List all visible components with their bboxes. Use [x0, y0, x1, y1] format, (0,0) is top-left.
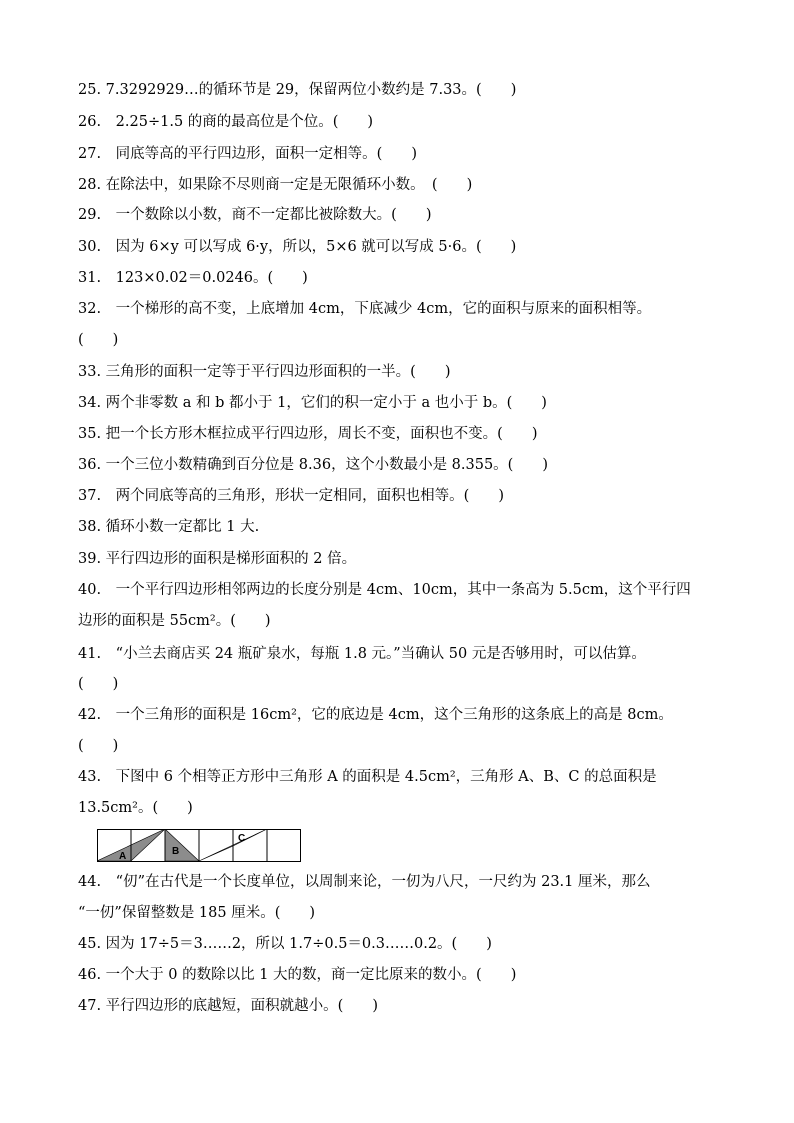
label-a: A	[119, 851, 127, 862]
six-squares-figure	[97, 829, 301, 862]
question-number: 38.	[78, 519, 102, 535]
question-number: 35.	[78, 426, 102, 442]
question-33	[78, 362, 728, 382]
question-number: 28.	[78, 177, 102, 193]
question-text: 一个数除以小数，商不一定都比被除数大。( )	[115, 207, 432, 223]
question-32	[78, 299, 728, 319]
question-number: 31.	[78, 270, 102, 286]
question-number: 41.	[78, 646, 102, 662]
question-34	[78, 393, 728, 413]
question-number: 44.	[78, 874, 102, 890]
question-text: 因为 17÷5＝3……2，所以 1.7÷0.5＝0.3……0.2。( )	[105, 936, 492, 952]
question-text-continued: 边形的面积是 55cm²。( )	[78, 613, 271, 629]
question-text: “小兰去商店买 24 瓶矿泉水，每瓶 1.8 元。”当确认 50 元是否够用时，可以估算。	[115, 646, 646, 662]
question-number: 46.	[78, 967, 102, 983]
question-number: 29.	[78, 207, 102, 223]
label-c: C	[238, 833, 246, 844]
question-39	[78, 549, 728, 569]
question-30	[78, 237, 728, 257]
question-text: 一个大于 0 的数除以比 1 大的数，商一定比原来的数小。( )	[105, 967, 517, 983]
question-43-continuation	[78, 798, 728, 818]
question-44	[78, 872, 728, 892]
question-text: “仞”在古代是一个长度单位，以周制来论，一仞为八尺，一尺约为 23.1 厘米，那么	[115, 874, 651, 890]
question-number: 26.	[78, 114, 102, 130]
question-37	[78, 486, 728, 506]
question-text: 两个同底等高的三角形，形状一定相同，面积也相等。( )	[115, 488, 504, 504]
question-number: 47.	[78, 998, 102, 1014]
question-number: 36.	[78, 457, 102, 473]
question-number: 43.	[78, 769, 102, 785]
question-43	[78, 767, 728, 787]
question-text: 两个非零数 a 和 b 都小于 1，它们的积一定小于 a 也小于 b。( )	[105, 395, 547, 411]
question-number: 42.	[78, 707, 102, 723]
question-29	[78, 205, 728, 225]
question-42-continuation	[78, 736, 728, 756]
question-text: 7.3292929…的循环节是 29，保留两位小数约是 7.33。( )	[105, 82, 517, 98]
question-text: 一个平行四边形相邻两边的长度分别是 4cm、10cm，其中一条高为 5.5cm，这个平行四	[115, 582, 691, 598]
answer-bracket: ( )	[78, 738, 119, 754]
question-text-continued: 13.5cm²。( )	[78, 800, 193, 816]
question-text: 一个三位小数精确到百分位是 8.36，这个小数最小是 8.355。( )	[105, 457, 548, 473]
question-text: 循环小数一定都比 1 大.	[105, 519, 260, 535]
answer-bracket: ( )	[78, 676, 119, 692]
question-46	[78, 965, 728, 985]
question-36	[78, 455, 728, 475]
question-35	[78, 424, 728, 444]
question-number: 39.	[78, 551, 102, 567]
question-41	[78, 644, 728, 664]
question-number: 32.	[78, 301, 102, 317]
question-text: 一个梯形的高不变，上底增加 4cm，下底减少 4cm，它的面积与原来的面积相等。	[115, 301, 652, 317]
question-40-continuation	[78, 611, 728, 631]
question-number: 30.	[78, 239, 102, 255]
question-text: 平行四边形的底越短，面积就越小。( )	[105, 998, 378, 1014]
answer-bracket: ( )	[78, 332, 119, 348]
label-b: B	[172, 846, 180, 857]
question-26	[78, 112, 728, 132]
question-number: 25.	[78, 82, 102, 98]
question-38	[78, 517, 728, 537]
question-31	[78, 268, 728, 288]
question-text: 一个三角形的面积是 16cm²，它的底边是 4cm，这个三角形的这条底上的高是 8cm。	[115, 707, 673, 723]
question-text: 在除法中，如果除不尽则商一定是无限循环小数。 ( )	[105, 177, 473, 193]
question-27	[78, 144, 728, 164]
question-text: 因为 6×y 可以写成 6·y，所以，5×6 就可以写成 5·6。( )	[115, 239, 517, 255]
question-25	[78, 80, 728, 100]
triangle-b	[165, 829, 199, 861]
question-number: 34.	[78, 395, 102, 411]
question-number: 45.	[78, 936, 102, 952]
question-28	[78, 175, 728, 195]
question-32-continuation	[78, 330, 728, 350]
question-40	[78, 580, 728, 600]
question-text: 三角形的面积一定等于平行四边形面积的一半。( )	[105, 364, 451, 380]
question-number: 27.	[78, 146, 102, 162]
question-text: 下图中 6 个相等正方形中三角形 A 的面积是 4.5cm²，三角形 A、B、C 的总面积是	[115, 769, 657, 785]
question-45	[78, 934, 728, 954]
question-number: 40.	[78, 582, 102, 598]
question-text: 123×0.02＝0.0246。( )	[115, 270, 308, 286]
question-text: 2.25÷1.5 的商的最高位是个位。( )	[115, 114, 374, 130]
question-44-continuation	[78, 903, 728, 923]
question-text: 平行四边形的面积是梯形面积的 2 倍。	[105, 551, 357, 567]
question-text: 把一个长方形木框拉成平行四边形，周长不变，面积也不变。( )	[105, 426, 538, 442]
question-number: 33.	[78, 364, 102, 380]
question-41-continuation	[78, 674, 728, 694]
question-47	[78, 996, 728, 1016]
question-42	[78, 705, 728, 725]
question-text-continued: “一仞”保留整数是 185 厘米。( )	[78, 905, 316, 921]
question-number: 37.	[78, 488, 102, 504]
question-text: 同底等高的平行四边形，面积一定相等。( )	[115, 146, 417, 162]
